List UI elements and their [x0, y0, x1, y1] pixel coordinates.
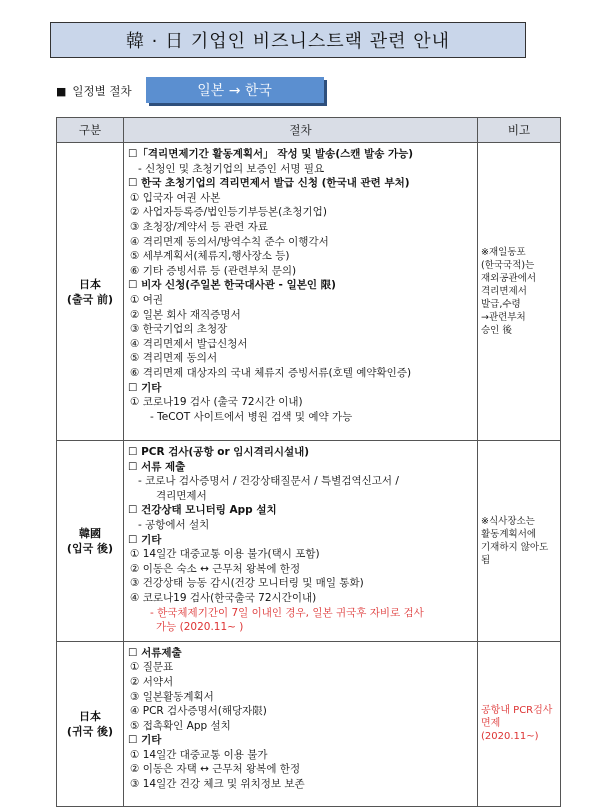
remark-cell [478, 641, 561, 806]
procedure-line: ③ 건강상태 능동 감시(건강 모니터링 및 매일 통화) [130, 577, 364, 590]
procedure-line: ③ 14일간 건강 체크 및 위치정보 보존 [130, 778, 305, 791]
header-category: 구분 [57, 118, 124, 143]
procedure-line: - 공항에서 설치 [138, 518, 210, 531]
section-bullet-icon: ■ [56, 84, 67, 98]
procedure-line: ④ PCR 검사증명서(해당자限) [130, 705, 267, 718]
procedure-line: ☐ PCR 검사(공항 or 임시격리시설내) [128, 446, 310, 458]
procedure-line: ☐「격리면제기간 활동계획서」 작성 및 발송(스캔 발송 가능) [128, 148, 414, 160]
remark-line: →관련부처 [481, 312, 526, 323]
procedure-line: ① 질문표 [130, 661, 174, 674]
procedure-line: ② 이동은 숙소 ↔ 근무처 왕복에 한정 [130, 562, 301, 575]
remark-line: 발급,수령 [481, 299, 521, 310]
procedure-line: - 코로나 검사증명서 / 건강상태질문서 / 특별검역신고서 / [138, 475, 399, 488]
procedure-line: ① 14일간 대중교통 이용 불가(택시 포함) [130, 548, 320, 561]
procedure-line: ⑥ 격리면제 대상자의 국내 체류지 증빙서류(호텔 예약확인증) [130, 366, 412, 379]
remark-cell [478, 441, 561, 642]
remark-line: 기재하지 않아도 [481, 541, 549, 553]
table-row-entry [57, 441, 561, 642]
procedure-line: ☐ 기타 [128, 734, 162, 747]
remark-cell [478, 143, 561, 441]
procedure-line: ④ 격리면제서 발급신청서 [130, 337, 248, 350]
remark-line: (한국국적)는 [481, 260, 535, 271]
procedure-line: ② 일본 회사 재직증명서 [130, 308, 241, 321]
remark-line: 활동계획서에 [481, 528, 537, 540]
remark-line: 격리면제서 [481, 286, 527, 297]
procedure-line: ③ 일본활동계획서 [130, 690, 214, 703]
remark-line: ※재일동포 [481, 247, 526, 258]
procedure-line: ① 14일간 대중교통 이용 불가 [130, 748, 268, 761]
procedure-line: ③ 초청장/계약서 등 관련 자료 [130, 220, 268, 233]
procedure-line: ☐ 서류 제출 [128, 460, 186, 473]
category-country: 日本 [79, 709, 101, 723]
remark-line: 공항내 PCR검사 [481, 705, 553, 717]
procedure-line: ② 사업자등록증/법인등기부등본(초청기업) [130, 206, 327, 219]
procedure-line: ① 코로나19 검사 (출국 72시간 이내) [130, 396, 303, 409]
document-title: 韓 · 日 기업인 비즈니스트랙 관련 안내 [50, 22, 526, 58]
procedure-line: ☐ 기타 [128, 533, 162, 546]
procedure-line: - TeCOT 사이트에서 병원 검색 및 예약 가능 [150, 410, 353, 423]
remark-line: ※식사장소는 [481, 515, 535, 527]
procedure-line: 격리면제서 [156, 489, 207, 502]
procedure-line: ① 입국자 여권 사본 [130, 191, 221, 204]
procedure-line: ☐ 기타 [128, 381, 162, 394]
procedure-line: ⑥ 기타 증빙서류 등 (관련부처 문의) [130, 264, 297, 277]
procedure-line: ⑤ 접촉확인 App 설치 [130, 719, 231, 732]
category-cell [57, 641, 124, 806]
procedure-line: ① 여권 [130, 293, 164, 306]
steps-cell [124, 641, 478, 806]
table-row-return [57, 641, 561, 806]
procedure-line: ☐ 서류제출 [128, 646, 182, 659]
procedure-line: 가능 (2020.11~ ) [156, 621, 244, 634]
procedure-line: - 한국체제기간이 7일 이내인 경우, 일본 귀국후 자비로 검사 [150, 606, 424, 619]
category-country: 日本 [79, 277, 101, 291]
procedure-line: ☐ 비자 신청(주일본 한국대사관 - 일본인 限) [128, 279, 336, 292]
procedure-line: ☐ 건강상태 모니터링 App 설치 [128, 504, 277, 517]
procedure-line: ③ 한국기업의 초청장 [130, 323, 228, 336]
remark-line: 면제 [481, 718, 501, 730]
category-country: 韓國 [79, 526, 101, 540]
table-row-departure [57, 143, 561, 441]
procedure-line: ④ 코로나19 검사(한국출국 72시간이내) [130, 591, 317, 604]
remark-line: 재외공관에서 [481, 273, 537, 284]
procedure-table [56, 117, 561, 807]
section-header [56, 80, 324, 102]
steps-cell [124, 143, 478, 441]
category-cell [57, 441, 124, 642]
section-label: 일정별 절차 [72, 84, 132, 98]
procedure-line: ☐ 한국 초청기업의 격리면제서 발급 신청 (한국내 관련 부처) [128, 177, 410, 190]
header-remark: 비고 [478, 118, 561, 143]
direction-tab: 일본 → 한국 [146, 77, 324, 103]
remark-line: 승인 後 [481, 325, 512, 336]
header-procedure: 절차 [124, 118, 478, 143]
procedure-line: ⑤ 격리면제 동의서 [130, 352, 218, 365]
remark-line: (2020.11~) [481, 731, 539, 743]
table-header-row [57, 118, 561, 143]
procedure-line: ② 서약서 [130, 675, 174, 688]
procedure-line: ⑤ 세부계획서(체류지,행사장소 등) [130, 250, 290, 263]
category-stage: (귀국 後) [66, 724, 114, 738]
procedure-line: ② 이동은 자택 ↔ 근무처 왕복에 한정 [130, 763, 301, 776]
procedure-line: - 신청인 및 초청기업의 보증인 서명 필요 [138, 162, 325, 175]
category-stage: (출국 前) [66, 292, 114, 306]
procedure-line: ④ 격리면제 동의서/방역수칙 준수 이행각서 [130, 235, 329, 248]
remark-line: 됨 [481, 554, 491, 566]
category-stage: (입국 後) [66, 541, 114, 555]
steps-cell [124, 441, 478, 642]
category-cell [57, 143, 124, 441]
